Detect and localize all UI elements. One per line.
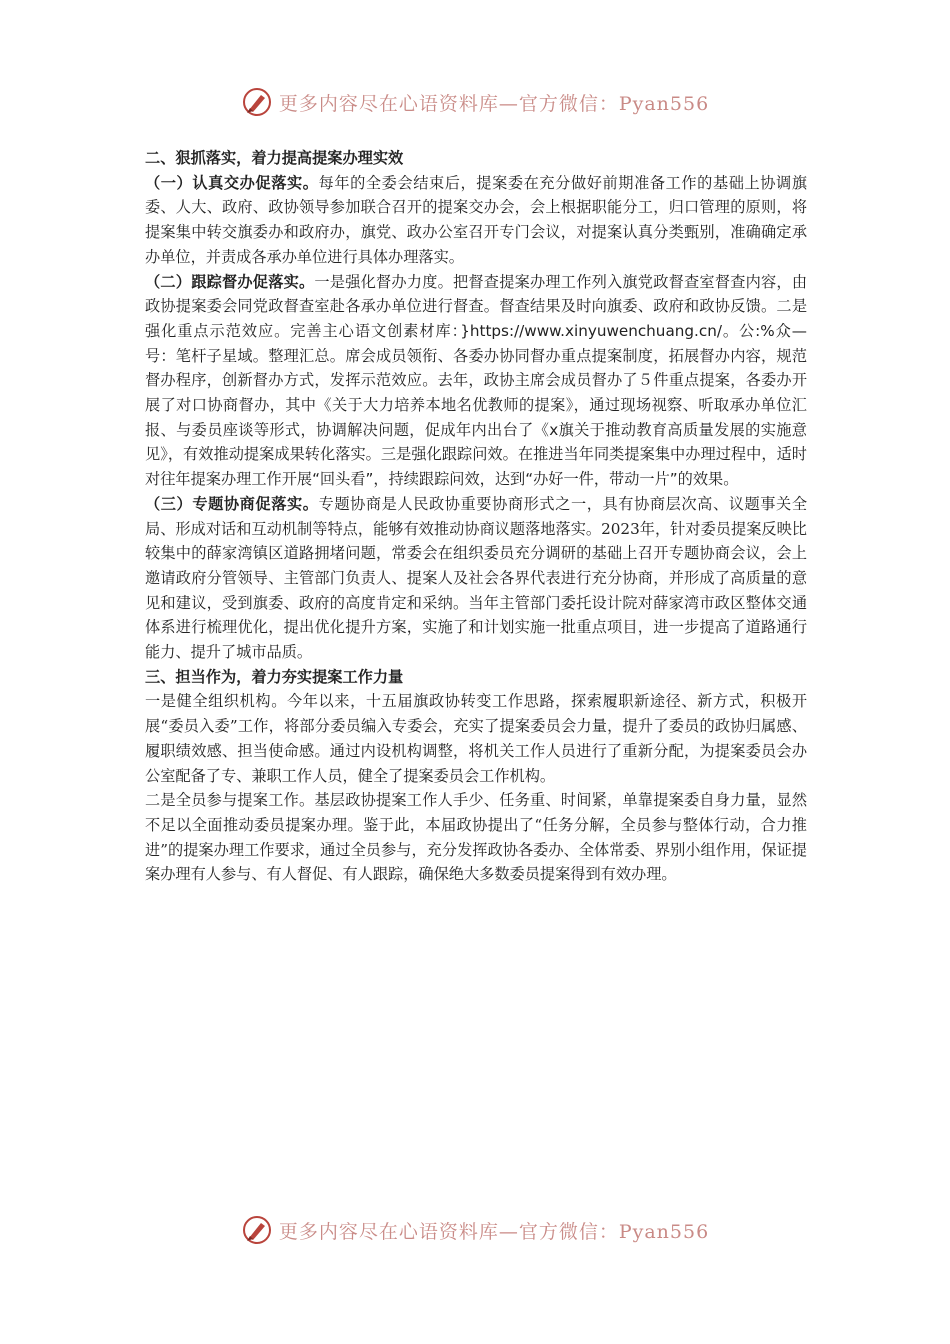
- pen-nib-logo-icon: [241, 1214, 273, 1246]
- paragraph-2-body: 一是强化督办力度。把督查提案办理工作列入旗党政督查室督查内容，由政协提案委会同党政督查室赴各承办单位进行督查。督查结果及时向旗委、政府和政协反馈。二是强化重点示范效应。完善主心语文创素材库：}https://www.xinyuwenchuang.cn/。公:%众—号：笔杆子星域。整理汇总。席会成员领衔、各委办协同督办重点提案制度，拓展督办内容，规范督办程序，创新督办方式，发挥示范效应。去年，政协主席会成员督办了５件重点提案，各委办开展了对口协商督办，其中《关于大力培养本地名优教师的提案》，通过现场视察、听取承办单位汇报、与委员座谈等形式，协调解决问题，促成年内出台了《x旗关于推动教育高质量发展的实施意见》，有效推动提案成果转化落实。三是强化跟踪问效。在推进当年同类提案集中办理过程中，适时对往年提案办理工作开展“回头看”，持续跟踪问效，达到“办好一件，带动一片”的效果。: [145, 272, 808, 489]
- paragraph-3: [145, 492, 807, 665]
- paragraph-1-lead: （一）认真交办促落实。: [145, 173, 319, 192]
- paragraph-3-body: 专题协商是人民政协重要协商形式之一，具有协商层次高、议题事关全局、形成对话和互动机制等特点，能够有效推动协商议题落地落实。2023年，针对委员提案反映比较集中的薛家湾镇区道路拥堵问题，常委会在组织委员充分调研的基础上召开专题协商会议，会上邀请政府分管领导、主管部门负责人、提案人及社会各界代表进行充分协商，并形成了高质量的意见和建议，受到旗委、政府的高度肯定和采纳。当年主管部门委托设计院对薛家湾市政区整体交通体系进行梳理优化，提出优化提升方案，实施了和计划实施一批重点项目，进一步提高了道路通行能力、提升了城市品质。: [145, 494, 808, 662]
- paragraph-1: [145, 171, 807, 270]
- paragraph-5: 二是全员参与提案工作。基层政协提案工作人手少、任务重、时间紧，单靠提案委自身力量，显然不足以全面推动委员提案办理。鉴于此，本届政协提出了“任务分解，全员参与整体行动，合力推进”的提案办理工作要求，通过全员参与，充分发挥政协各委办、全体常委、界别小组作用，保证提案办理有人参与、有人督促、有人跟踪，确保绝大多数委员提案得到有效办理。: [145, 791, 807, 884]
- section-heading-3: 三、担当作为，着力夯实提案工作力量: [145, 667, 404, 686]
- header-banner: [0, 82, 950, 122]
- banner-text: 更多内容尽在心语资料库—官方微信：Pyan556: [278, 1220, 710, 1243]
- paragraph-2: [145, 270, 807, 492]
- document-body: [145, 146, 807, 887]
- banner-text: 更多内容尽在心语资料库—官方微信：Pyan556: [278, 92, 710, 115]
- pen-nib-logo-icon: [241, 86, 273, 118]
- section-heading-2: 二、狠抓落实，着力提高提案办理实效: [145, 149, 404, 167]
- paragraph-2-lead: （二）跟踪督办促落实。: [145, 272, 315, 291]
- footer-banner: [0, 1210, 950, 1250]
- paragraph-4: 一是健全组织机构。今年以来，十五届旗政协转变工作思路，探索履职新途径、新方式，积极开展“委员入委”工作，将部分委员编入专委会，充实了提案委员会力量，提升了委员的政协归属感、履职绩效感、担当使命感。通过内设机构调整，将机关工作人员进行了重新分配，为提案委员会办公室配备了专、兼职工作人员，健全了提案委员会工作机构。: [145, 692, 807, 785]
- paragraph-3-lead: （三）专题协商促落实。: [145, 494, 319, 513]
- paragraph-1-body: 每年的全委会结束后，提案委在充分做好前期准备工作的基础上协调旗委、人大、政府、政协领导参加联合召开的提案交办会，会上根据职能分工，归口管理的原则，将提案集中转交旗委办和政府办，旗党、政办公室召开专门会议，对提案认真分类甄别，准确确定承办单位，并责成各承办单位进行具体办理落实。: [145, 173, 808, 266]
